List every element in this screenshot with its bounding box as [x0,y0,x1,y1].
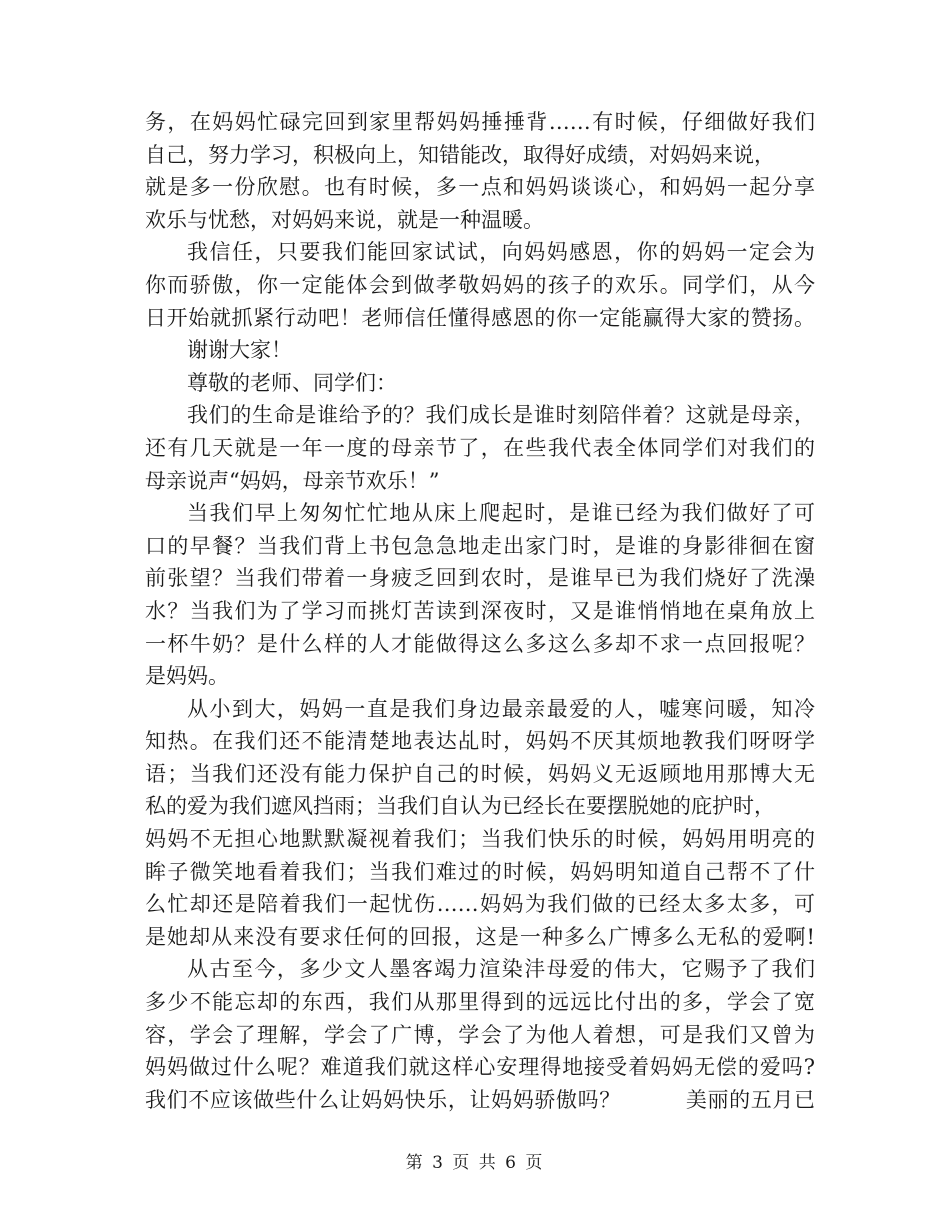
text-line: 就是多一份欣慰。也有时候，多一点和妈妈谈谈心，和妈妈一起分享 [145,175,815,200]
text-line: 自己，努力学习，积极向上，知错能改，取得好成绩，对妈妈来说， [145,142,775,167]
text-line: 妈妈做过什么呢？难道我们就这样心安理得地接受着妈妈无偿的爱吗? [145,1055,815,1080]
text-line: 容，学会了理解，学会了广博，学会了为他人着想，可是我们又曾为 [145,1022,815,1047]
text-line: 我们不应该做些什么让妈妈快乐，让妈妈骄傲吗？ 美丽的五月已 [145,1087,815,1112]
text-line: 谢谢大家！ [187,338,292,363]
text-line: 日开始就抓紧行动吧！老师信任懂得感恩的你一定能赢得大家的赞扬。 [145,305,815,330]
text-line: 我信任，只要我们能回家试试，向妈妈感恩，你的妈妈一定会为 [187,240,815,265]
text-line: 是她却从来没有要求任何的回报，这是一种多么广博多么无私的爱啊! [145,924,815,949]
text-line: 你而骄傲，你一定能体会到做孝敬妈妈的孩子的欢乐。同学们，从今 [145,272,815,297]
text-line: 妈妈不无担心地默默凝视着我们；当我们快乐的时候，妈妈用明亮的 [145,827,815,852]
text-line: 从小到大，妈妈一直是我们身边最亲最爱的人，嘘寒问暖，知冷 [187,696,815,721]
text-line: 欢乐与忧愁，对妈妈来说，就是一种温暖。 [145,207,544,232]
text-line: 尊敬的老师、同学们： [187,370,397,395]
text-line: 知热。在我们还不能清楚地表达乩时，妈妈不厌其烦地教我们呀呀学 [145,729,815,754]
text-line: 是妈妈。 [145,664,229,689]
text-line: 务，在妈妈忙碌完回到家里帮妈妈捶捶背……有时候，仔细做好我们 [145,110,815,134]
text-line: 语；当我们还没有能力保护自己的时候，妈妈义无返顾地用那博大无 [145,761,815,786]
text-line: 一杯牛奶？是什么样的人才能做得这么多这么多却不求一点回报呢？ [145,631,815,656]
text-line: 眸子微笑地看着我们；当我们难过的时候，妈妈明知道自己帮不了什 [145,859,815,884]
text-line: 多少不能忘却的东西，我们从那里得到的远远比付出的多，学会了宽 [145,990,815,1015]
text-line: 口的早餐？当我们背上书包急急地走出家门时，是谁的身影徘徊在窗 [145,533,815,558]
text-line: 从古至今，多少文人墨客竭力渲染沣母爱的伟大，它赐予了我们 [187,957,815,982]
text-line: 当我们早上匆匆忙忙地从床上爬起时，是谁已经为我们做好了可 [187,501,815,526]
text-line: 么忙却还是陪着我们一起忧伤……妈妈为我们做的已经太多太多，可 [145,892,815,917]
text-line: 我们的生命是谁给予的？我们成长是谁时刻陪伴着？这就是母亲， [187,403,815,428]
text-line: 前张望？当我们带着一身疲乏回到农时，是谁早已为我们烧好了洗澡 [145,566,815,591]
text-line: 还有几天就是一年一度的母亲节了，在些我代表全体同学们对我们的 [145,435,815,460]
document-body [145,106,815,1116]
text-line: 私的爱为我们遮风挡雨；当我们自认为已经长在要摆脱她的庇护时， [145,794,775,819]
page-number-footer: 第 3 页 共 6 页 [405,1153,545,1173]
text-line: 母亲说声“妈妈，母亲节欢乐！” [145,468,440,493]
text-line: 水？当我们为了学习而挑灯苦读到深夜时，又是谁悄悄地在桌角放上 [145,598,815,623]
